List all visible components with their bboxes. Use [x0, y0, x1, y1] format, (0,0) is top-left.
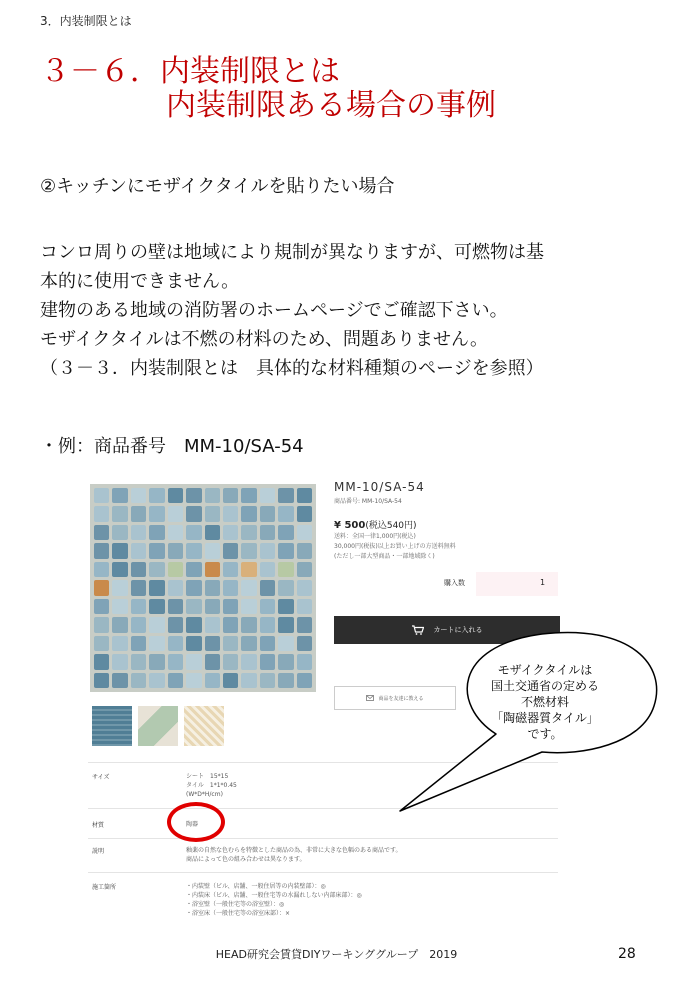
- mosaic-tile: [149, 599, 164, 614]
- thumbnail-strip: [92, 706, 224, 746]
- mosaic-tile: [112, 673, 127, 688]
- mosaic-tile: [297, 543, 312, 558]
- mosaic-tile: [168, 562, 183, 577]
- spec-description-line: 商品によって色の組み合わせは異なります。: [186, 856, 306, 863]
- mosaic-tile: [205, 673, 220, 688]
- spec-divider: [88, 838, 558, 839]
- mosaic-tile: [112, 636, 127, 651]
- mosaic-tile: [241, 580, 256, 595]
- mosaic-tile: [297, 580, 312, 595]
- shipping-info: [334, 532, 456, 562]
- mosaic-tile: [186, 636, 201, 651]
- shipping-line: (ただし一部大型商品・一部地域除く): [334, 553, 435, 560]
- spec-size-line: (W*D*H/cm): [186, 791, 223, 798]
- mosaic-tile: [223, 488, 238, 503]
- mosaic-tile: [94, 673, 109, 688]
- spec-description-label: 説明: [92, 848, 105, 855]
- mosaic-tile: [186, 599, 201, 614]
- mosaic-tile-image: [90, 484, 316, 692]
- mosaic-tile: [131, 525, 146, 540]
- mosaic-tile: [112, 617, 127, 632]
- thumbnail-beige-mosaic[interactable]: [184, 706, 224, 746]
- mosaic-tile: [149, 580, 164, 595]
- share-label: 商品を友達に教える: [378, 695, 424, 702]
- mosaic-tile: [186, 580, 201, 595]
- callout-line: 「陶磁器質タイル」: [491, 711, 599, 725]
- body-line: モザイクタイルは不燃の材料のため、問題ありません。: [40, 329, 489, 350]
- page-title-line1: ３－６．内装制限とは: [40, 54, 340, 89]
- quantity-value: 1: [540, 578, 546, 587]
- mosaic-tile: [168, 506, 183, 521]
- mosaic-tile: [186, 673, 201, 688]
- mosaic-tile: [168, 599, 183, 614]
- mosaic-tile: [278, 580, 293, 595]
- mosaic-tile: [168, 654, 183, 669]
- mosaic-tile: [260, 617, 275, 632]
- mosaic-tile: [149, 562, 164, 577]
- mosaic-tile: [241, 599, 256, 614]
- product-name: MM-10/SA-54: [334, 480, 425, 494]
- quantity-input[interactable]: [476, 572, 558, 596]
- mosaic-tile: [241, 488, 256, 503]
- mosaic-tile: [297, 506, 312, 521]
- mosaic-tile: [223, 525, 238, 540]
- mosaic-tile: [241, 654, 256, 669]
- mosaic-tile: [297, 525, 312, 540]
- mosaic-tile: [149, 506, 164, 521]
- mosaic-tile: [241, 617, 256, 632]
- mosaic-tile: [112, 562, 127, 577]
- mosaic-tile: [260, 562, 275, 577]
- mosaic-tile: [278, 562, 293, 577]
- spec-size-value: [186, 772, 237, 799]
- mosaic-tile: [297, 562, 312, 577]
- mosaic-tile: [131, 599, 146, 614]
- add-to-cart-label: カートに入れる: [433, 626, 483, 634]
- product-number: 商品番号: MM-10/SA-54: [334, 498, 402, 505]
- mosaic-tile: [205, 488, 220, 503]
- mosaic-tile: [112, 525, 127, 540]
- body-line: 建物のある地域の消防署のホームページでご確認下さい。: [40, 300, 508, 321]
- mosaic-tile: [205, 506, 220, 521]
- callout-text: [460, 662, 630, 742]
- mosaic-tile: [94, 488, 109, 503]
- mosaic-tile: [260, 599, 275, 614]
- mosaic-tile: [94, 636, 109, 651]
- callout-line: モザイクタイルは: [497, 663, 593, 677]
- callout-line: 国土交通省の定める: [490, 679, 599, 693]
- mosaic-tile: [297, 654, 312, 669]
- mosaic-tile: [297, 636, 312, 651]
- spec-location-label: 施工箇所: [92, 884, 117, 891]
- mosaic-tile: [186, 617, 201, 632]
- mosaic-tile: [278, 599, 293, 614]
- mosaic-tile: [94, 599, 109, 614]
- mosaic-tile: [168, 617, 183, 632]
- mosaic-tile: [241, 636, 256, 651]
- mosaic-tile: [94, 580, 109, 595]
- mosaic-tile: [149, 673, 164, 688]
- spec-size-line: タイル 1*1*0.45: [186, 782, 237, 789]
- mosaic-tile: [223, 654, 238, 669]
- mosaic-tile: [278, 543, 293, 558]
- mosaic-tile: [131, 617, 146, 632]
- mosaic-tile: [223, 599, 238, 614]
- mosaic-tile: [131, 506, 146, 521]
- mosaic-tile: [94, 506, 109, 521]
- mosaic-tile: [297, 488, 312, 503]
- mosaic-tile: [205, 636, 220, 651]
- body-text: [40, 238, 650, 383]
- product-price: [334, 518, 417, 531]
- body-line: （３－３．内装制限とは 具体的な材料種類のページを参照）: [40, 358, 544, 379]
- mosaic-tile: [168, 543, 183, 558]
- mosaic-tile: [205, 617, 220, 632]
- body-line: コンロ周りの壁は地域により規制が異なりますが、可燃物は基: [40, 242, 544, 263]
- mosaic-tile: [94, 617, 109, 632]
- mosaic-tile: [223, 543, 238, 558]
- mosaic-tile: [223, 562, 238, 577]
- page-title-line2: 内装制限ある場合の事例: [166, 88, 496, 123]
- spec-size-line: シート 15*15: [186, 773, 229, 780]
- case-subheading: ②キッチンにモザイクタイルを貼りたい場合: [40, 176, 395, 197]
- price-tax: (税込540円): [365, 521, 417, 531]
- mosaic-tile: [112, 488, 127, 503]
- mosaic-tile: [260, 673, 275, 688]
- mosaic-tile: [241, 525, 256, 540]
- footer-text: HEAD研究会賃貸DIYワーキンググループ 2019: [215, 948, 458, 961]
- mosaic-tile: [241, 562, 256, 577]
- mosaic-tile: [297, 673, 312, 688]
- mosaic-tile: [168, 636, 183, 651]
- mosaic-tile: [186, 543, 201, 558]
- mosaic-tile: [260, 488, 275, 503]
- mosaic-tile: [205, 599, 220, 614]
- callout-line: です。: [527, 727, 563, 741]
- mosaic-tile: [260, 543, 275, 558]
- mosaic-tile: [260, 506, 275, 521]
- spec-material-value: 陶器: [186, 821, 199, 828]
- mosaic-tile: [112, 543, 127, 558]
- mosaic-tile: [131, 580, 146, 595]
- mosaic-tile: [278, 673, 293, 688]
- spec-description-line: 釉薬の自然な色むらを特徴とした商品の為、非常に大きな色幅のある商品です。: [186, 847, 402, 854]
- mosaic-tile: [168, 673, 183, 688]
- mosaic-tile: [94, 654, 109, 669]
- page-number: 28: [618, 946, 636, 962]
- mosaic-tile: [260, 654, 275, 669]
- mosaic-tile: [168, 580, 183, 595]
- mosaic-tile: [131, 636, 146, 651]
- spec-location-line: ・内装壁（ビル、店舗、一般住居等の内装壁部）：◎: [186, 883, 326, 890]
- mosaic-tile: [205, 525, 220, 540]
- mosaic-tile: [260, 636, 275, 651]
- mosaic-tile: [149, 636, 164, 651]
- mosaic-tile: [149, 654, 164, 669]
- spec-description-value: [186, 846, 402, 864]
- mosaic-tile: [186, 562, 201, 577]
- spec-divider: [88, 872, 558, 873]
- mosaic-tile: [112, 506, 127, 521]
- mosaic-tile: [131, 488, 146, 503]
- mosaic-tile: [278, 488, 293, 503]
- mosaic-tile: [149, 525, 164, 540]
- spec-location-line: ・内装床（ビル、店舗、一般住宅等の水漏れしない内部床部）：◎: [186, 892, 362, 899]
- mosaic-tile: [168, 525, 183, 540]
- spec-location-line: ・浴室壁（一般住宅等の浴室壁）：◎: [186, 901, 285, 908]
- mosaic-tile: [223, 636, 238, 651]
- mosaic-tile: [205, 562, 220, 577]
- spec-location-value: [186, 882, 362, 918]
- mosaic-tile: [205, 654, 220, 669]
- mosaic-tile: [112, 599, 127, 614]
- mosaic-tile: [168, 488, 183, 503]
- mosaic-tile: [223, 673, 238, 688]
- mosaic-tile: [149, 617, 164, 632]
- mosaic-tile: [278, 636, 293, 651]
- mosaic-tile: [112, 654, 127, 669]
- mosaic-tile: [297, 617, 312, 632]
- mosaic-tile: [186, 525, 201, 540]
- mosaic-tile: [94, 562, 109, 577]
- mosaic-tile: [131, 562, 146, 577]
- thumbnail-blue-mosaic[interactable]: [92, 706, 132, 746]
- mail-icon: [366, 695, 374, 701]
- mosaic-tile: [94, 525, 109, 540]
- mosaic-tile: [131, 543, 146, 558]
- mosaic-tile: [278, 654, 293, 669]
- mosaic-tile: [149, 488, 164, 503]
- price-amount: ¥ 500: [334, 520, 366, 531]
- mosaic-tile: [260, 525, 275, 540]
- mosaic-tile: [241, 543, 256, 558]
- mosaic-tile: [241, 506, 256, 521]
- mosaic-tile: [260, 580, 275, 595]
- spec-size-label: サイズ: [92, 774, 110, 781]
- section-label: 3．内装制限とは: [40, 14, 132, 28]
- mosaic-tile: [112, 580, 127, 595]
- quantity-label: 購入数: [444, 579, 465, 587]
- example-label: ・例：商品番号 MM-10/SA-54: [40, 436, 304, 457]
- mosaic-tile: [205, 580, 220, 595]
- mosaic-tile: [94, 543, 109, 558]
- callout-line: 不燃材料: [520, 695, 569, 709]
- spec-location-line: ・浴室床（一般住宅等の浴室床部）：×: [186, 910, 291, 917]
- mosaic-tile: [241, 673, 256, 688]
- mosaic-tile: [278, 506, 293, 521]
- body-line: 本的に使用できません。: [40, 271, 240, 292]
- mosaic-tile: [149, 543, 164, 558]
- mosaic-tile: [131, 654, 146, 669]
- mosaic-tile: [278, 525, 293, 540]
- mosaic-tile: [278, 617, 293, 632]
- mosaic-tile: [186, 654, 201, 669]
- mosaic-tile: [223, 506, 238, 521]
- shipping-line: 送料：全国一律1,000円(税込): [334, 533, 416, 540]
- mosaic-tile: [223, 617, 238, 632]
- mosaic-tile: [223, 580, 238, 595]
- material-highlight-circle: [167, 802, 225, 842]
- mosaic-tile: [186, 506, 201, 521]
- mosaic-tile: [205, 543, 220, 558]
- spec-material-label: 材質: [92, 822, 105, 829]
- shipping-line: 30,000円(税抜)以上お買い上げの方送料無料: [334, 543, 456, 550]
- mosaic-tile: [186, 488, 201, 503]
- thumbnail-angled-mosaic[interactable]: [138, 706, 178, 746]
- mosaic-tile: [297, 599, 312, 614]
- mosaic-tile: [131, 673, 146, 688]
